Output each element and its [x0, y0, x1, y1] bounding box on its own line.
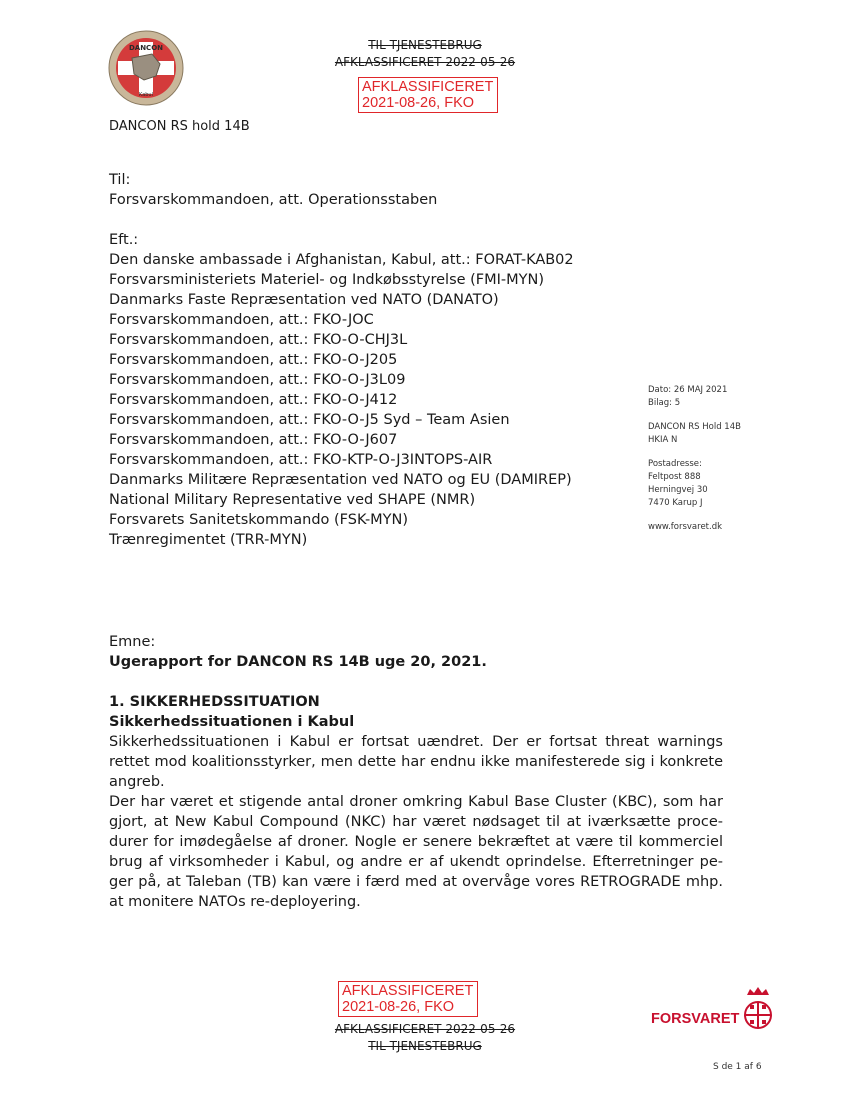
paragraph-line: rettet mod koalitionsstyrker, men dette har endnu ikke manifesterede sig i konkrete: [109, 754, 723, 770]
brand-name: FORSVARET: [651, 1011, 740, 1027]
paragraph-2: [109, 792, 723, 912]
postal-line: 7470 Karup J: [648, 498, 703, 508]
eft-item: Forsvarskommandoen, att.: FKO-O-J5 Syd – Team Asien: [109, 412, 510, 428]
eft-item: Forsvarsministeriets Materiel- og Indkøbsstyrelse (FMI-MYN): [109, 272, 545, 288]
date-line: Dato: 26 MAJ 2021: [648, 385, 728, 395]
til-label: Til:: [109, 172, 131, 188]
crown-shield-icon: [745, 987, 771, 1028]
subject-label: Emne:: [109, 634, 156, 650]
stamp-top-line-2: 2021-08-26, FKO: [362, 95, 475, 111]
classification-top: [310, 37, 540, 71]
classification-bottom: [310, 1021, 540, 1055]
paragraph-line: Sikkerhedssituationen i Kabul er fortsat uændret. Der er fortsat threat warnings: [109, 734, 723, 750]
section-1: [109, 692, 723, 912]
classification-bottom-line-2: TIL TJENESTEBRUG: [368, 1039, 482, 1053]
eft-item: Danmarks Faste Repræsentation ved NATO (DANATO): [109, 292, 499, 308]
eft-item: Forsvarskommandoen, att.: FKO-O-J412: [109, 392, 398, 408]
paragraph-line: ger på, at Taleban (TB) kan være i færd med at overvåge vores RETROGRADE mhp.: [109, 874, 723, 890]
paragraph-line: gjort, at New Kabul Compound (NKC) har været nødsaget til at iværksætte proce-: [109, 814, 723, 830]
paragraph-line: durer for imødegåelse af droner. Nogle er senere bekræftet at være til kommerciel: [109, 834, 723, 850]
paragraph-line: brug af virksomheder i Kabul, og andre er af ukendt oprindelse. Efterretninger pe-: [109, 854, 723, 870]
declassified-stamp-bottom: [338, 981, 478, 1017]
stamp-bottom-line-1: AFKLASSIFICERET: [342, 983, 474, 999]
stamp-bottom-line-2: 2021-08-26, FKO: [342, 999, 455, 1015]
eft-item: Forsvarskommandoen, att.: FKO-O-J205: [109, 352, 398, 368]
subject-title: Ugerapport for DANCON RS 14B uge 20, 2021.: [109, 654, 487, 670]
eft-item: National Military Representative ved SHAPE (NMR): [109, 492, 476, 508]
classification-top-line-2: AFKLASSIFICERET 2022-05-26: [334, 55, 516, 69]
postal-line: Feltpost 888: [648, 472, 701, 482]
classification-top-line-1: TIL TJENESTEBRUG: [368, 38, 482, 52]
section-subheading: Sikkerhedssituationen i Kabul: [109, 714, 355, 730]
sidebar-unit-location: HKIA N: [648, 435, 678, 445]
recipient-block: [109, 170, 729, 210]
paragraph-line: angreb.: [109, 774, 165, 790]
classification-bottom-line-1: AFKLASSIFICERET 2022-05-26: [334, 1022, 516, 1036]
eft-item: Forsvarskommandoen, att.: FKO-KTP-O-J3INTOPS-AIR: [109, 452, 493, 468]
declassified-stamp-top: [358, 77, 498, 113]
eft-item: Forsvarets Sanitetskommando (FSK-MYN): [109, 512, 409, 528]
forsvaret-logo: [651, 985, 777, 1033]
eft-item: Forsvarskommandoen, att.: FKO-O-J607: [109, 432, 398, 448]
paragraph-line: at monitere NATOs re-deployering.: [109, 894, 361, 910]
eft-item: Forsvarskommandoen, att.: FKO-O-CHJ3L: [109, 332, 408, 348]
eft-label: Eft.:: [109, 232, 139, 248]
paragraph-1: [109, 732, 723, 792]
sidebar-unit: DANCON RS Hold 14B: [648, 422, 741, 432]
postal-line: Herningvej 30: [648, 485, 708, 495]
eft-item: Forsvarskommandoen, att.: FKO-JOC: [109, 312, 374, 328]
attachments-line: Bilag: 5: [648, 398, 681, 408]
eft-item: Trænregimentet (TRR-MYN): [109, 532, 308, 548]
subject-block: [109, 632, 729, 672]
website-link[interactable]: www.forsvaret.dk: [648, 522, 723, 532]
dancon-logo: [108, 30, 184, 106]
eft-item: Danmarks Militære Repræsentation ved NATO og EU (DAMIREP): [109, 472, 572, 488]
eft-item: Den danske ambassade i Afghanistan, Kabul, att.: FORAT-KAB02: [109, 252, 574, 268]
section-heading: 1. SIKKERHEDSSITUATION: [109, 694, 320, 710]
eft-item: Forsvarskommandoen, att.: FKO-O-J3L09: [109, 372, 406, 388]
paragraph-line: Der har været et stigende antal droner omkring Kabul Base Cluster (KBC), som har: [109, 794, 723, 810]
page-number: S de 1 af 6: [713, 1062, 762, 1072]
postal-label: Postadresse:: [648, 459, 702, 469]
unit-name: DANCON RS hold 14B: [109, 119, 250, 134]
copy-recipients: [109, 230, 729, 550]
document-sidebar: [648, 384, 741, 534]
logo-text-top: DANCON: [128, 44, 164, 52]
logo-text-bottom: Kabul: [139, 92, 153, 98]
til-recipient: Forsvarskommandoen, att. Operationsstaben: [109, 192, 438, 208]
stamp-top-line-1: AFKLASSIFICERET: [362, 79, 494, 95]
